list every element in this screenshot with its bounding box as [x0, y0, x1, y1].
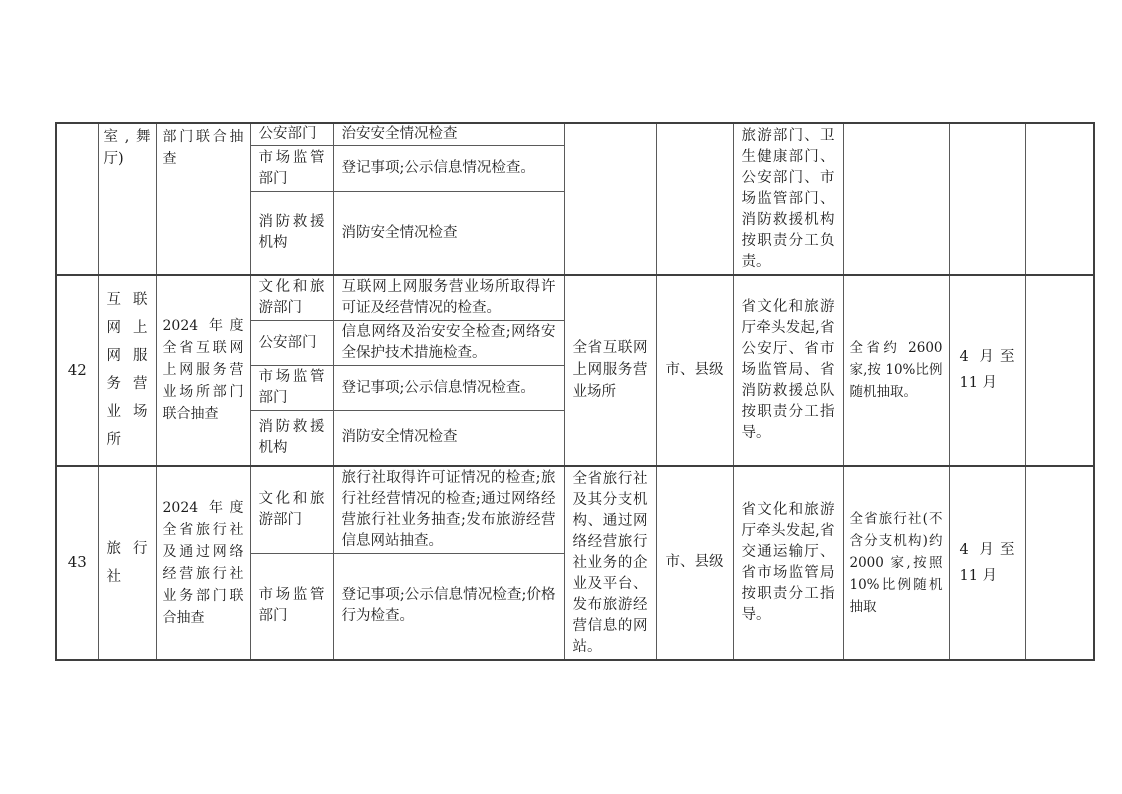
remark-cell-41: [1025, 123, 1094, 275]
object-cell-41: [564, 123, 656, 275]
dept-cell-42-1: 公安部门: [250, 321, 333, 366]
dept-cell-43-1: 市场监管部门: [250, 554, 333, 660]
remark-cell-42: [1025, 275, 1094, 466]
dept-cell-41-1: 市场监管部门: [250, 146, 333, 192]
org-cell-43: 省文化和旅游厅牵头发起,省交通运输厅、省市场监管局按职责分工指导。: [733, 466, 843, 660]
quantity-cell-42: 全省约 2600 家,按 10%比例随机抽取。: [843, 275, 949, 466]
serial-cell-42: 42: [56, 275, 98, 466]
schedule-cell-41: [949, 123, 1025, 275]
schedule-cell-42: 4 月至 11 月: [949, 275, 1025, 466]
content-cell-43-0: 旅行社取得许可证情况的检查;旅行社经营情况的检查;通过网络经营旅行社业务抽查;发布旅游经营信息网站抽查。: [333, 466, 564, 554]
org-cell-42: 省文化和旅游厅牵头发起,省公安厅、省市场监管局、省消防救援总队按职责分工指导。: [733, 275, 843, 466]
content-cell-43-1: 登记事项;公示信息情况检查;价格行为检查。: [333, 554, 564, 660]
subject-cell-43: 旅行社: [98, 466, 156, 660]
quantity-cell-41: [843, 123, 949, 275]
task-cell-43: 2024 年度全省旅行社及通过网络经营旅行社业务部门联合抽查: [156, 466, 250, 660]
serial-cell-41: [56, 123, 98, 275]
remark-cell-43: [1025, 466, 1094, 660]
dept-cell-42-0: 文化和旅游部门: [250, 275, 333, 321]
content-cell-42-2: 登记事项;公示信息情况检查。: [333, 366, 564, 411]
task-cell-41: 部门联合抽查: [156, 123, 250, 275]
dept-cell-42-2: 市场监管部门: [250, 366, 333, 411]
content-cell-41-0: 治安安全情况检查: [333, 123, 564, 146]
content-cell-41-1: 登记事项;公示信息情况检查。: [333, 146, 564, 192]
dept-cell-42-3: 消防救援机构: [250, 411, 333, 466]
subject-cell-42: 互联网上网服务营业场所: [98, 275, 156, 466]
dept-cell-41-2: 消防救援机构: [250, 192, 333, 275]
subject-cell-41: 室,舞厅): [98, 123, 156, 275]
schedule-cell-43: 4 月至 11 月: [949, 466, 1025, 660]
level-cell-42: 市、县级: [656, 275, 733, 466]
content-cell-42-3: 消防安全情况检查: [333, 411, 564, 466]
level-cell-41: [656, 123, 733, 275]
inspection-plan-table: [55, 122, 1095, 661]
quantity-cell-43: 全省旅行社(不含分支机构)约 2000 家,按照 10%比例随机抽取: [843, 466, 949, 660]
object-cell-42: 全省互联网上网服务营业场所: [564, 275, 656, 466]
dept-cell-41-0: 公安部门: [250, 123, 333, 146]
content-cell-42-0: 互联网上网服务营业场所取得许可证及经营情况的检查。: [333, 275, 564, 321]
serial-cell-43: 43: [56, 466, 98, 660]
object-cell-43: 全省旅行社及其分支机构、通过网络经营旅行社业务的企业及平台、发布旅游经营信息的网站。: [564, 466, 656, 660]
task-cell-42: 2024 年度全省互联网上网服务营业场所部门联合抽查: [156, 275, 250, 466]
content-cell-41-2: 消防安全情况检查: [333, 192, 564, 275]
dept-cell-43-0: 文化和旅游部门: [250, 466, 333, 554]
org-cell-41: 旅游部门、卫生健康部门、公安部门、市场监管部门、消防救援机构按职责分工负责。: [733, 123, 843, 275]
content-cell-42-1: 信息网络及治安安全检查;网络安全保护技术措施检查。: [333, 321, 564, 366]
level-cell-43: 市、县级: [656, 466, 733, 660]
